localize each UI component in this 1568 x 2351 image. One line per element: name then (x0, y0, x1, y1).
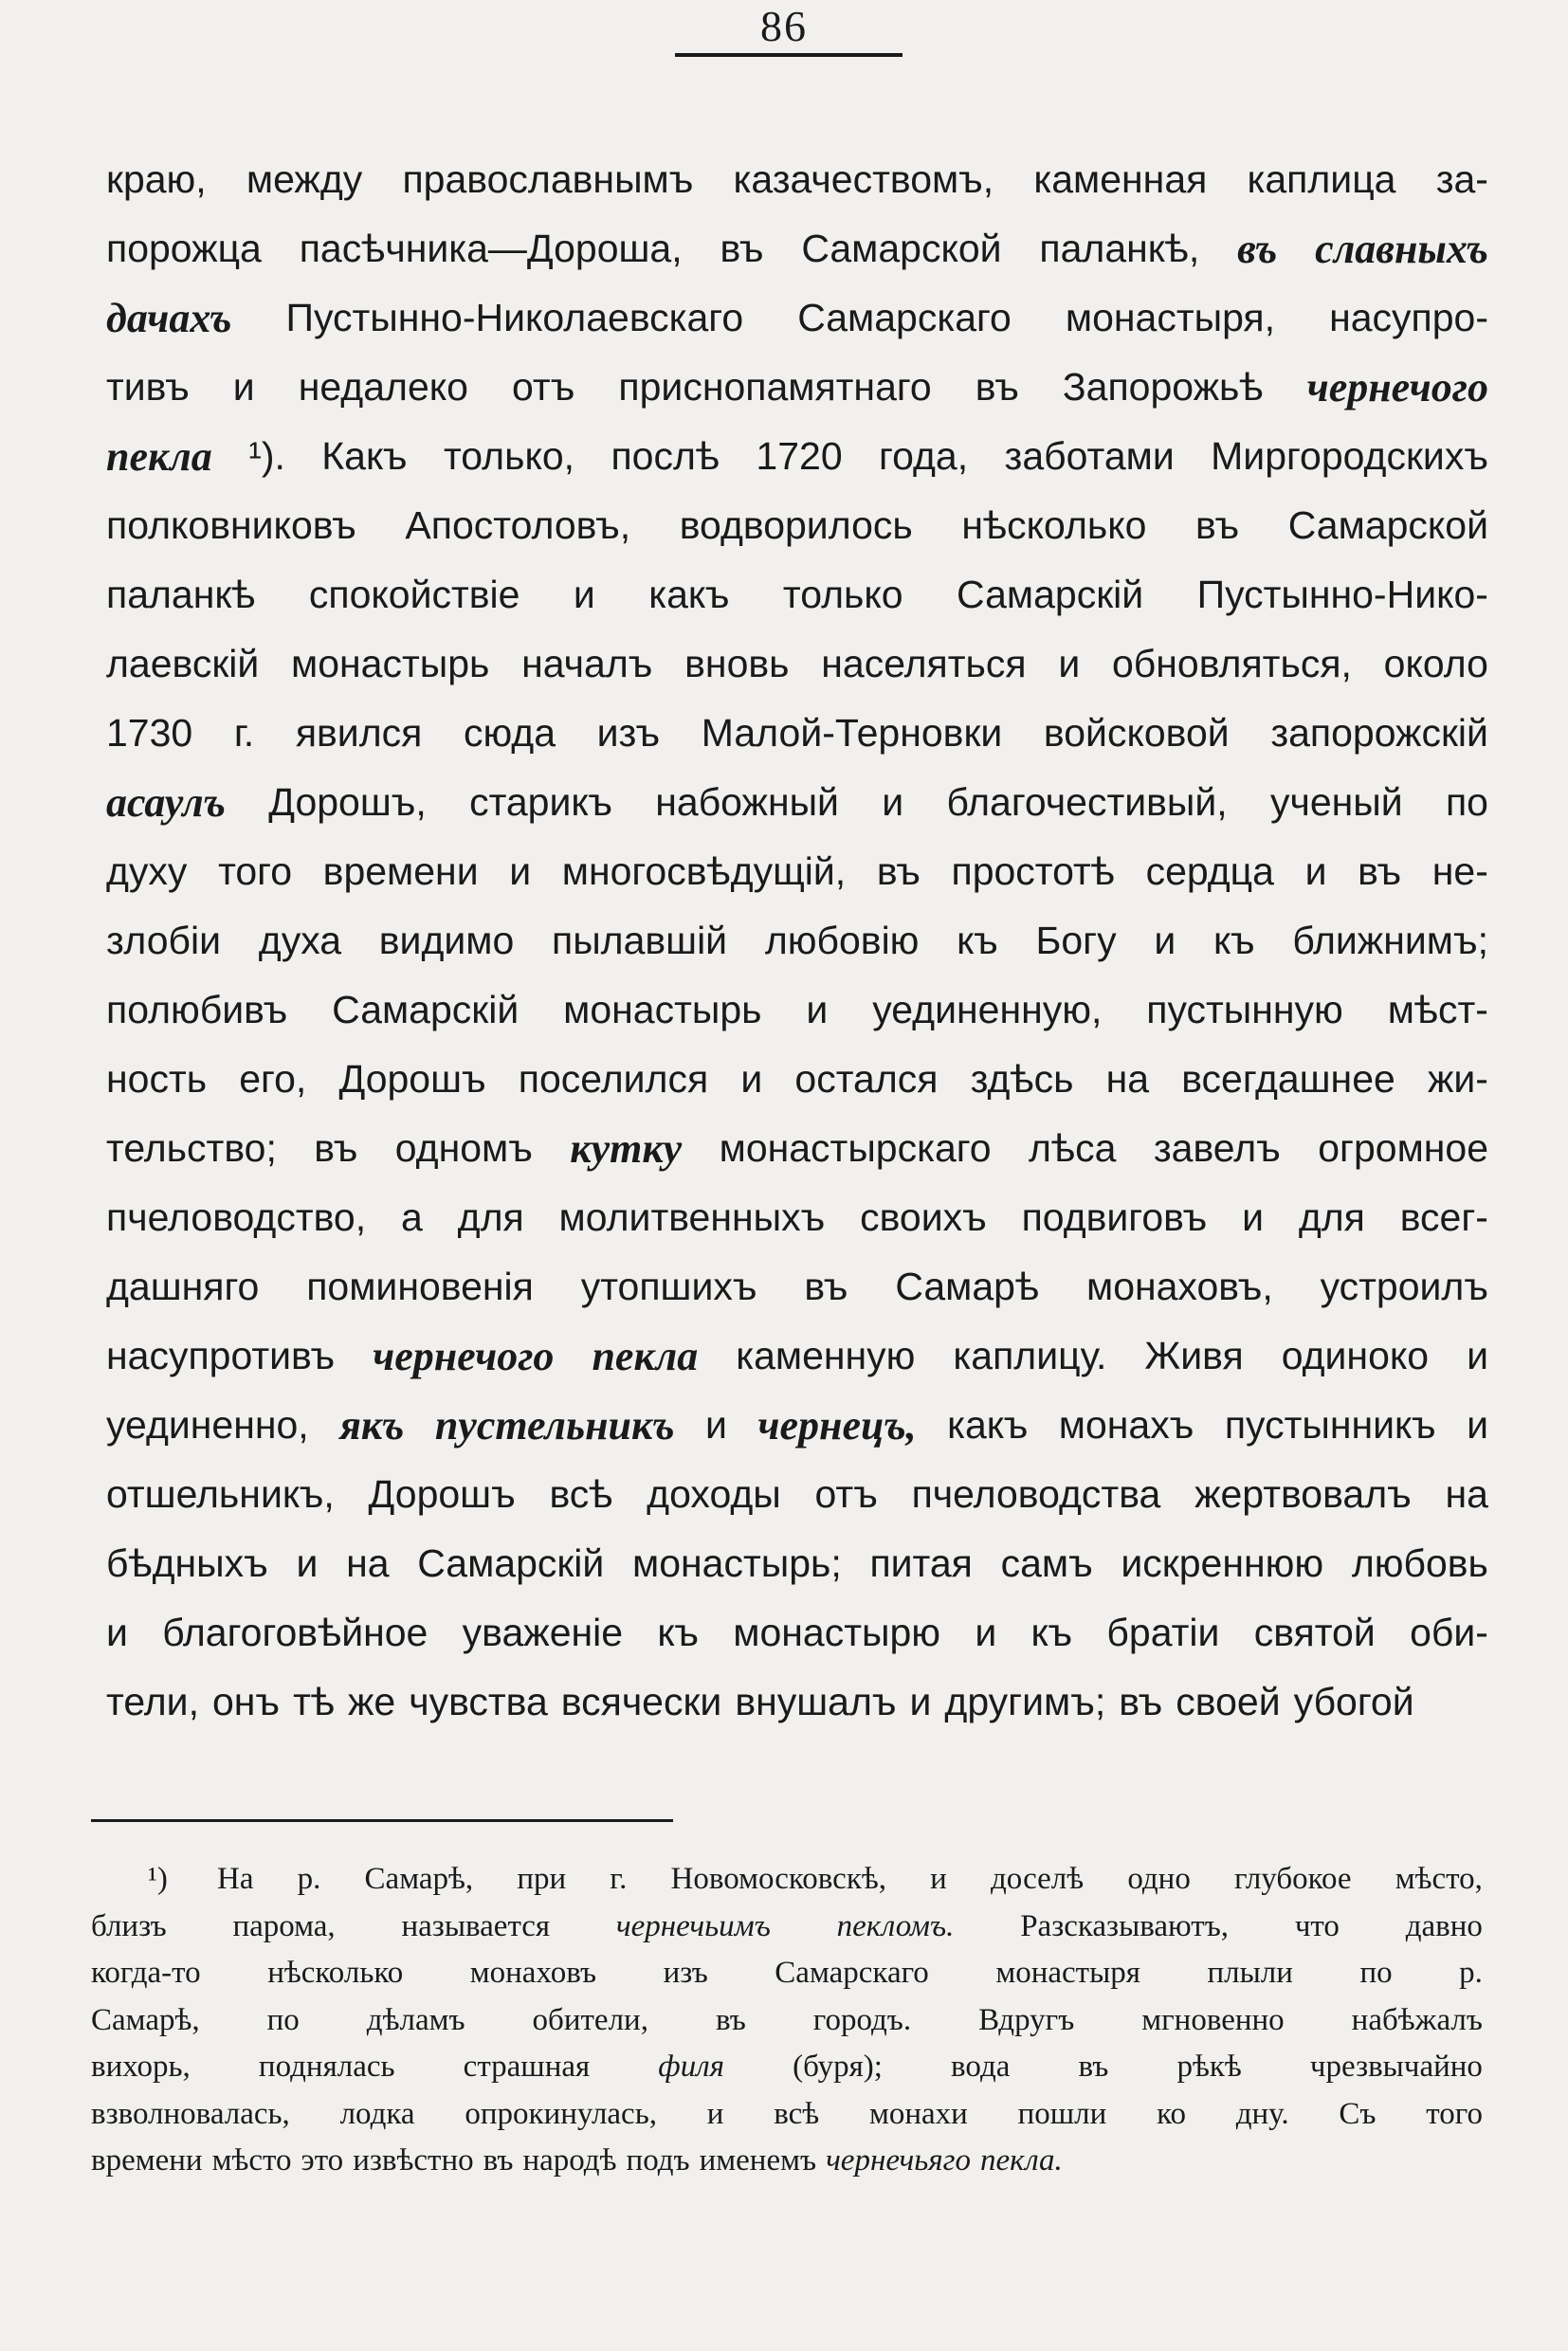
word: нѣсколько (961, 503, 1147, 547)
word: монастыря, (1065, 296, 1276, 339)
word: уединенную, (872, 988, 1103, 1031)
word: Разсказываютъ, (1020, 1908, 1230, 1943)
word: поселился (518, 1057, 709, 1101)
word: дѣламъ (366, 2002, 465, 2037)
word: опрокинулась, (465, 2096, 657, 2131)
word: спокойствіе (308, 573, 520, 616)
word: утопшихъ (580, 1265, 757, 1308)
word: своихъ (860, 1195, 987, 1239)
word: убогой (1293, 1680, 1414, 1723)
word: подвиговъ (1021, 1195, 1208, 1239)
word: каплицу. (953, 1334, 1107, 1377)
word: рѣкѣ (1176, 2050, 1242, 2084)
word: подъ (626, 2143, 690, 2178)
word: войсковой (1043, 711, 1230, 755)
word: пошли (1017, 2096, 1107, 2131)
word: ближнимъ; (1292, 919, 1488, 962)
body-line (106, 1321, 1488, 1391)
word: какъ (648, 573, 730, 616)
word: дну. (1235, 2096, 1289, 2131)
word: пустынную (1146, 988, 1343, 1031)
footnote-line (91, 2091, 1483, 2139)
word: Миргородскихъ (1211, 434, 1488, 478)
word: своей (1176, 1680, 1281, 1723)
body-line (106, 1668, 1488, 1737)
word: 1730 (106, 711, 193, 755)
word: набѣжалъ (1351, 2002, 1483, 2037)
word: доходы (647, 1472, 781, 1516)
word: и (509, 849, 532, 893)
word: набожный (655, 780, 839, 824)
word: Самарскій (957, 573, 1144, 616)
word: любовію (764, 919, 920, 962)
word: отъ (512, 365, 575, 409)
word: доселѣ (990, 1862, 1085, 1896)
word: лаевскій (106, 642, 260, 685)
body-line (106, 629, 1488, 699)
word: краю, (106, 157, 207, 201)
word: въ (720, 227, 764, 270)
word: чрезвычайно (1309, 2050, 1483, 2084)
word: На (217, 1862, 254, 1896)
word: и (705, 1403, 727, 1447)
word: ко (1157, 2096, 1186, 2131)
word: монастырь (563, 988, 762, 1031)
word: Дорошъ (368, 1472, 516, 1516)
italic-word: филя (658, 2050, 724, 2084)
word: за- (1435, 157, 1488, 201)
word: Пустынно-Нико- (1196, 573, 1488, 616)
word: года, (879, 434, 969, 478)
word: для (1298, 1195, 1365, 1239)
word: мѣсто, (1395, 1862, 1483, 1896)
word: водворилось (679, 503, 913, 547)
word: это (301, 2143, 344, 2178)
word: всѣ (774, 2096, 820, 2131)
word: населяться (821, 642, 1027, 685)
word: по (266, 2002, 300, 2037)
word: называется (401, 1908, 551, 1943)
word: его, (239, 1057, 307, 1101)
word: жи- (1427, 1057, 1488, 1101)
italic-word: чернечого (373, 1333, 555, 1379)
italic-word: въ (1237, 226, 1278, 272)
word: одно (1127, 1862, 1191, 1896)
word: въ (804, 1265, 848, 1308)
word: обновляться, (1111, 642, 1352, 685)
word: поднялась (258, 2050, 395, 2084)
body-line (106, 283, 1488, 353)
word: устроилъ (1320, 1265, 1488, 1308)
word: духа (258, 919, 342, 962)
word: Малой-Терновки (701, 711, 1003, 755)
word: пчеловодства (911, 1472, 1161, 1516)
word: запорожскій (1270, 711, 1488, 755)
word: монахъ (1058, 1403, 1194, 1447)
word: вновь (684, 642, 790, 685)
italic-word: пекломъ. (836, 1908, 955, 1943)
italic-word: асаулъ (106, 779, 226, 826)
word: и (106, 1611, 128, 1654)
word: того (218, 849, 293, 893)
word: Какъ (321, 434, 408, 478)
word: Самарской (1287, 503, 1488, 547)
word: парома, (232, 1908, 336, 1943)
word: именемъ (699, 2143, 817, 2178)
word: злобіи (106, 919, 222, 962)
word: пылавшій (552, 919, 728, 962)
word: каплица (1247, 157, 1396, 201)
word: г. (610, 1862, 628, 1896)
word: городъ. (812, 2002, 912, 2037)
word: въ (715, 2002, 746, 2037)
word: монастырю (733, 1611, 940, 1654)
word: пчеловодство, (106, 1195, 367, 1239)
body-line (106, 560, 1488, 629)
word: плыли (1207, 1956, 1293, 1990)
word: благочестивый, (946, 780, 1228, 824)
word: народѣ (522, 2143, 617, 2178)
word: паланкѣ (106, 573, 256, 616)
italic-word: дачахъ (106, 295, 232, 341)
main-text (106, 145, 1488, 1737)
word: къ (657, 1611, 699, 1654)
word: къ (957, 919, 998, 962)
word: лѣса (1029, 1126, 1117, 1170)
word: р. (1459, 1956, 1483, 1990)
word: къ (1213, 919, 1255, 962)
word: для (457, 1195, 524, 1239)
word: пасѣчника—Дороша, (299, 227, 683, 270)
footnote-divider (91, 1819, 673, 1822)
body-line (106, 214, 1488, 283)
word: началъ (521, 642, 653, 685)
word: вода (951, 2050, 1011, 2084)
footnote-line (91, 1950, 1483, 1997)
word: и (1242, 1195, 1264, 1239)
word: отшельникъ, (106, 1472, 335, 1516)
body-line (106, 353, 1488, 422)
italic-word: чернечьимъ (615, 1908, 771, 1943)
word: послѣ (611, 434, 720, 478)
word: глубокое (1233, 1862, 1352, 1896)
body-line (106, 491, 1488, 560)
word: въ (1195, 503, 1240, 547)
word: внушалъ (735, 1680, 897, 1723)
word: Дорошъ, (268, 780, 427, 824)
word: полюбивъ (106, 988, 288, 1031)
page-number: 86 (760, 2, 808, 50)
word: тивъ (106, 365, 190, 409)
word: того (1426, 2096, 1483, 2131)
word: на (1105, 1057, 1150, 1101)
word: всег- (1399, 1195, 1488, 1239)
word: искреннюю (1121, 1541, 1324, 1585)
word: Пустынно-Николаевскаго (285, 296, 744, 339)
word: сердца (1145, 849, 1274, 893)
word: въ (975, 365, 1019, 409)
word: Самарѣ, (364, 1862, 474, 1896)
word: недалеко (298, 365, 468, 409)
word: извѣстно (353, 2143, 474, 2178)
word: и (1058, 642, 1081, 685)
word: 1720 (756, 434, 843, 478)
word: благоговѣйное (162, 1611, 428, 1654)
word: Самарѣ (895, 1265, 1040, 1308)
word: простотѣ (951, 849, 1115, 893)
word: взволновалась, (91, 2096, 290, 2131)
italic-word: кутку (570, 1125, 683, 1172)
italic-word: чернечьяго (826, 2143, 972, 2178)
word: въ (314, 1126, 358, 1170)
word: на (346, 1541, 390, 1585)
word: ученый (1269, 780, 1403, 824)
word: страшная (463, 2050, 591, 2084)
body-line (106, 1391, 1488, 1460)
word: монастырь (291, 642, 490, 685)
footnote-line (91, 1856, 1483, 1904)
word: какъ (947, 1403, 1029, 1447)
word: и (806, 988, 829, 1031)
word: полковниковъ (106, 503, 356, 547)
footnote-line (91, 1997, 1483, 2045)
word: всегдашнее (1181, 1057, 1395, 1101)
word: мгновенно (1141, 2002, 1285, 2037)
word: монаховъ, (1086, 1265, 1273, 1308)
word: уваженіе (462, 1611, 624, 1654)
word: времени (322, 849, 479, 893)
word: оби- (1410, 1611, 1488, 1654)
body-line (106, 975, 1488, 1045)
footnote-line (91, 2138, 1483, 2185)
word: и (909, 1680, 932, 1723)
word: и (1304, 849, 1327, 893)
word: святой (1253, 1611, 1376, 1654)
word: и (1467, 1334, 1488, 1377)
word: отъ (814, 1472, 878, 1516)
word: же (347, 1680, 396, 1723)
word: онъ (211, 1680, 281, 1723)
word: при (517, 1862, 567, 1896)
body-line (106, 1045, 1488, 1114)
word: и (706, 2096, 724, 2131)
word: тѣ (293, 1680, 335, 1723)
word: къ (1030, 1611, 1073, 1654)
page-number-rule (675, 53, 903, 57)
word: тельство; (106, 1126, 277, 1170)
word: вихорь, (91, 2050, 191, 2084)
word: около (1383, 642, 1488, 685)
word: Самарѣ, (91, 2002, 200, 2037)
word: монастырь; (632, 1541, 842, 1585)
italic-word: пекла (106, 433, 212, 480)
word: всячески (560, 1680, 722, 1723)
word: остался (794, 1057, 939, 1101)
body-line (106, 699, 1488, 768)
word: только, (443, 434, 575, 478)
word: братіи (1106, 1611, 1220, 1654)
word: Запорожьѣ (1062, 365, 1264, 409)
word: любовь (1351, 1541, 1488, 1585)
word: дашняго (106, 1265, 260, 1308)
body-line (106, 768, 1488, 837)
word: Самарскій (332, 988, 520, 1031)
footnote-line (91, 1904, 1483, 1951)
word: Вдругъ (978, 2002, 1075, 2037)
word: питая (869, 1541, 973, 1585)
word: въ (1358, 849, 1402, 893)
word: Новомосковскѣ, (670, 1862, 887, 1896)
word: всѣ (549, 1472, 613, 1516)
word: каменную (736, 1334, 916, 1377)
body-line (106, 1529, 1488, 1598)
word: когда-то (91, 1956, 201, 1990)
word: старикъ (469, 780, 612, 824)
word: Самарскаго (775, 1956, 929, 1990)
word: бѣдныхъ (106, 1541, 268, 1585)
italic-word: пекла (592, 1333, 699, 1379)
word: близъ (91, 1908, 167, 1943)
word: самъ (1000, 1541, 1093, 1585)
body-line (106, 1460, 1488, 1529)
footnote-marker: ¹) (148, 1862, 168, 1896)
word: въ (483, 2143, 514, 2178)
word: мѣст- (1387, 988, 1488, 1031)
word: и (882, 780, 904, 824)
word: каменная (1033, 157, 1208, 201)
word: заботами (1004, 434, 1175, 478)
word: уединенно, (106, 1403, 309, 1447)
word: явился (295, 711, 423, 755)
word: и (573, 573, 595, 616)
word: видимо (378, 919, 515, 962)
word: въ (876, 849, 921, 893)
word: и (1467, 1403, 1488, 1447)
word: порожца (106, 227, 262, 270)
word: по (1445, 780, 1488, 824)
footnotes (91, 1856, 1483, 2185)
word: духу (106, 849, 188, 893)
italic-word: чернечого (1306, 364, 1488, 410)
word: Съ (1339, 2096, 1377, 2131)
word: обители, (532, 2002, 648, 2037)
word: приснопамятнаго (618, 365, 932, 409)
word: и (740, 1057, 763, 1101)
body-line (106, 145, 1488, 214)
word: въ (1119, 1680, 1163, 1723)
word: р. (297, 1862, 321, 1896)
word: и (975, 1611, 997, 1654)
word: времени (91, 2143, 203, 2178)
word: монахи (868, 2096, 968, 2131)
word: и (930, 1862, 947, 1896)
word: изъ (596, 711, 661, 755)
word: одномъ (394, 1126, 533, 1170)
word: что (1294, 1908, 1340, 1943)
word: пустынникъ (1224, 1403, 1436, 1447)
word: и (1154, 919, 1176, 962)
body-line (106, 1598, 1488, 1668)
word: и (296, 1541, 319, 1585)
body-line (106, 1252, 1488, 1321)
word: давно (1405, 1908, 1483, 1943)
word: только (782, 573, 903, 616)
word: (буря); (793, 2050, 883, 2084)
footnote-line (91, 2044, 1483, 2091)
word: между (246, 157, 363, 201)
word: лодка (339, 2096, 415, 2131)
word: Дорошъ (338, 1057, 486, 1101)
italic-word: чернецъ, (757, 1402, 917, 1449)
word: Самарской (801, 227, 1002, 270)
word: въ (1078, 2050, 1109, 2084)
word: поминовенія (306, 1265, 534, 1308)
word: монастырскаго (719, 1126, 992, 1170)
word: г. (233, 711, 255, 755)
word: монаховъ (469, 1956, 597, 1990)
body-line (106, 906, 1488, 975)
word: одиноко (1281, 1334, 1430, 1377)
word: жертвовалъ (1194, 1472, 1412, 1516)
word: казачествомъ, (733, 157, 994, 201)
word: завелъ (1153, 1126, 1281, 1170)
word: мѣсто (211, 2143, 292, 2178)
word: многосвѣдущій, (561, 849, 847, 893)
word: паланкѣ, (1039, 227, 1200, 270)
word: монастыря (995, 1956, 1140, 1990)
italic-word: пекла. (980, 2143, 1063, 2178)
italic-word: славныхъ (1315, 226, 1488, 272)
word: Богу (1035, 919, 1117, 962)
word: огромное (1318, 1126, 1488, 1170)
italic-word: пустельникъ (434, 1402, 675, 1449)
word: и (232, 365, 255, 409)
word: чувства (409, 1680, 548, 1723)
word: ¹). (248, 434, 285, 478)
word: Апостоловъ, (405, 503, 631, 547)
word: тели, (106, 1680, 199, 1723)
italic-word: якъ (339, 1402, 405, 1449)
body-line (106, 1183, 1488, 1252)
body-line (106, 837, 1488, 906)
word: на (1445, 1472, 1488, 1516)
word: молитвенныхъ (558, 1195, 826, 1239)
word: по (1359, 1956, 1393, 1990)
word: насупротивъ (106, 1334, 336, 1377)
word: православнымъ (402, 157, 694, 201)
word: а (400, 1195, 423, 1239)
word: изъ (663, 1956, 708, 1990)
word: Живя (1144, 1334, 1244, 1377)
word: сюда (463, 711, 556, 755)
body-line (106, 1114, 1488, 1183)
word: другимъ; (944, 1680, 1106, 1723)
word: Самарскій (417, 1541, 605, 1585)
word: Самарскаго (797, 296, 1012, 339)
word: ность (106, 1057, 208, 1101)
word: не- (1431, 849, 1488, 893)
body-line (106, 422, 1488, 491)
word: здѣсь (970, 1057, 1074, 1101)
word: нѣсколько (267, 1956, 404, 1990)
word: насупро- (1329, 296, 1488, 339)
